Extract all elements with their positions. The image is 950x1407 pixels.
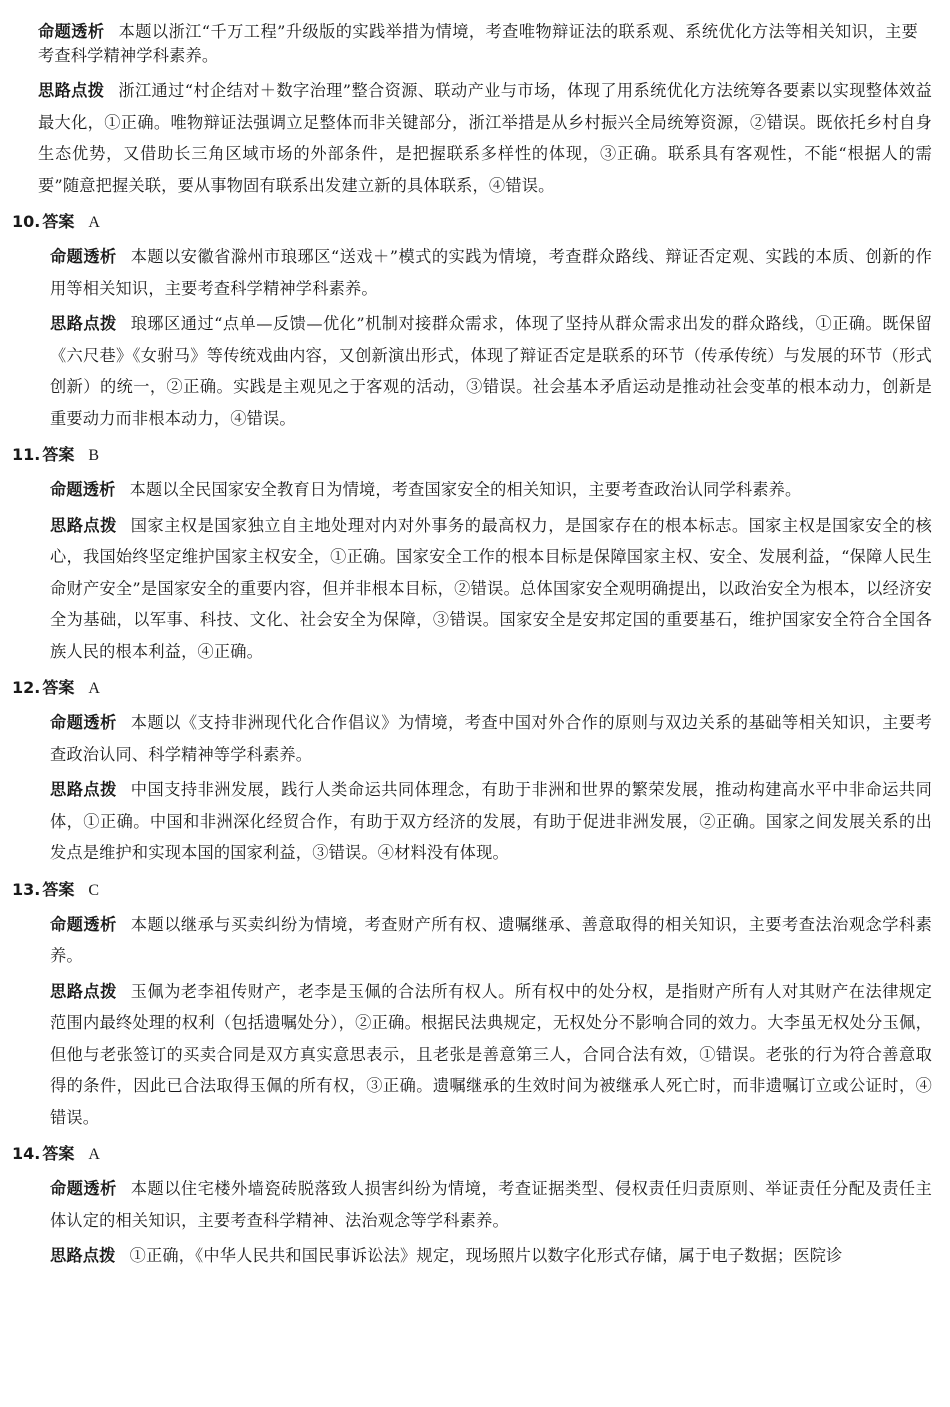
- thinking-label: 思路点拨: [50, 515, 117, 535]
- analysis-label: 命题透析: [38, 22, 105, 41]
- analysis-text-tail: 考查科学精神学科素养。: [38, 46, 219, 65]
- analysis-paragraph: [50, 474, 932, 506]
- analysis-paragraph: [50, 1173, 932, 1236]
- answer-content: [12, 40, 932, 1276]
- answer-label: 答案: [42, 678, 75, 697]
- analysis-label: 命题透析: [50, 713, 117, 732]
- answer-label: 答案: [42, 445, 75, 464]
- question-12: [12, 673, 932, 869]
- answer-line: [12, 1139, 932, 1169]
- answer-label: 答案: [42, 1144, 75, 1163]
- answer-line: [12, 875, 932, 905]
- thinking-text: 玉佩为老李祖传财产，老李是玉佩的合法所有权人。所有权中的处分权，是指财产所有人对其财产在法律规定范围内最终处理的权利（包括遗嘱处分），②正确。根据民法典规定，无权处分不影响合同的效力。大李虽无权处分玉佩，但他与老张签订的买卖合同是双方真实意思表示，且老张是善意第三人，合同合法有效，①错误。老张的行为符合善意取得的条件，因此已合法取得玉佩的所有权，③正确。遗嘱继承的生效时间为被继承人死亡时，而非遗嘱订立或公证时，④错误。: [50, 981, 932, 1127]
- analysis-text: 本题以安徽省滁州市琅琊区“送戏＋”模式的实践为情境，考查群众路线、辩证否定观、实践的本质、创新的作用等相关知识，主要考查科学精神学科素养。: [50, 247, 932, 298]
- thinking-text: 浙江通过“村企结对＋数字治理”整合资源、联动产业与市场，体现了用系统优化方法统筹各要素以实现整体效益最大化，①正确。唯物辩证法强调立足整体而非关键部分，浙江举措是从乡村振兴全局统筹资源，②错误。既依托乡村自身生态优势，又借助长三角区域市场的外部条件，是把握联系多样性的体现，③正确。联系具有客观性，不能“根据人的需要”随意把握关联，要从事物固有联系出发建立新的具体联系，④错误。: [38, 81, 932, 195]
- thinking-text: 琅琊区通过“点单—反馈—优化”机制对接群众需求，体现了坚持从群众需求出发的群众路线，①正确。既保留《六尺巷》《女驸马》等传统戏曲内容，又创新演出形式，体现了辩证否定是联系的环节（传承传统）与发展的环节（形式创新）的统一，②正确。实践是主观见之于客观的活动，③错误。社会基本矛盾运动是推动社会变革的根本动力，创新是重要动力而非根本动力，④错误。: [50, 314, 932, 428]
- question-10: [12, 207, 932, 434]
- answer-value: A: [88, 680, 100, 697]
- answer-line: [12, 440, 932, 470]
- top-analysis-tail-text: [38, 40, 918, 71]
- analysis-paragraph: [50, 241, 932, 304]
- analysis-label: 命题透析: [50, 247, 117, 266]
- question-11: [12, 440, 932, 667]
- thinking-paragraph: [50, 308, 932, 434]
- thinking-paragraph: [50, 1240, 932, 1272]
- thinking-paragraph: [50, 976, 932, 1134]
- analysis-paragraph: [50, 707, 932, 770]
- answer-value: A: [88, 214, 100, 231]
- thinking-text: ①正确，《中华人民共和国民事诉讼法》规定，现场照片以数字化形式存储，属于电子数据；医院诊: [129, 1246, 843, 1265]
- analysis-text: 本题以浙江“千万工程”升级版的实践举措为情境，考查唯物辩证法的联系观、系统优化方法等相关知识，主要: [118, 22, 918, 41]
- question-13: [12, 875, 932, 1134]
- analysis-text: 本题以住宅楼外墙瓷砖脱落致人损害纠纷为情境，考查证据类型、侵权责任归责原则、举证责任分配及责任主体认定的相关知识，主要考查科学精神、法治观念等学科素养。: [50, 1179, 932, 1230]
- analysis-paragraph: [50, 909, 932, 972]
- thinking-paragraph: [50, 774, 932, 869]
- thinking-label: 思路点拨: [50, 780, 117, 799]
- answer-value: B: [88, 447, 100, 464]
- top-cut-paragraph: [0, 0, 950, 44]
- answer-label: 答案: [42, 212, 75, 231]
- thinking-text: 中国支持非洲发展，践行人类命运共同体理念，有助于非洲和世界的繁荣发展，推动构建高水平中非命运共同体，①正确。中国和非洲深化经贸合作，有助于双方经济的发展，有助于促进非洲发展，②正确。国家之间发展关系的出发点是维护和实现本国的国家利益，③错误。④材料没有体现。: [50, 780, 932, 862]
- top-analysis-tail: [38, 40, 932, 71]
- answer-value: C: [88, 881, 100, 899]
- question-number: 11.: [12, 445, 41, 464]
- thinking-label: 思路点拨: [38, 81, 105, 100]
- thinking-label: 思路点拨: [50, 314, 117, 333]
- thinking-label: 思路点拨: [50, 981, 117, 1001]
- thinking-text: 国家主权是国家独立自主地处理对内对外事务的最高权力，是国家存在的根本标志。国家主权是国家安全的核心，我国始终坚定维护国家主权安全，①正确。国家安全工作的根本目标是保障国家主权、安全、发展利益，“保障人民生命财产安全”是国家安全的重要内容，但并非根本目标，②错误。总体国家安全观明确提出，以政治安全为根本，以经济安全为基础，以军事、科技、文化、社会安全为保障，③错误。国家安全是安邦定国的重要基石，维护国家安全符合全国各族人民的根本利益，④正确。: [50, 515, 932, 661]
- analysis-text: 本题以全民国家安全教育日为情境，考查国家安全的相关知识，主要考查政治认同学科素养。: [129, 480, 802, 499]
- answer-value: A: [88, 1146, 100, 1163]
- answer-line: [12, 207, 932, 237]
- answer-line: [12, 673, 932, 703]
- question-number: 14.: [12, 1144, 41, 1163]
- question-number: 12.: [12, 678, 41, 697]
- question-14: [12, 1139, 932, 1272]
- thinking-paragraph: [50, 510, 932, 668]
- analysis-label: 命题透析: [50, 914, 117, 934]
- top-thinking-paragraph: [38, 75, 932, 201]
- analysis-text: 本题以《支持非洲现代化合作倡议》为情境，考查中国对外合作的原则与双边关系的基础等相关知识，主要考查政治认同、科学精神等学科素养。: [50, 713, 932, 764]
- analysis-label: 命题透析: [50, 1179, 117, 1198]
- question-number: 13.: [12, 879, 41, 899]
- analysis-text: 本题以继承与买卖纠纷为情境，考查财产所有权、遗嘱继承、善意取得的相关知识，主要考查法治观念学科素养。: [50, 914, 932, 965]
- analysis-label: 命题透析: [50, 480, 116, 499]
- thinking-label: 思路点拨: [50, 1246, 116, 1265]
- answer-label: 答案: [42, 879, 75, 899]
- question-number: 10.: [12, 212, 41, 231]
